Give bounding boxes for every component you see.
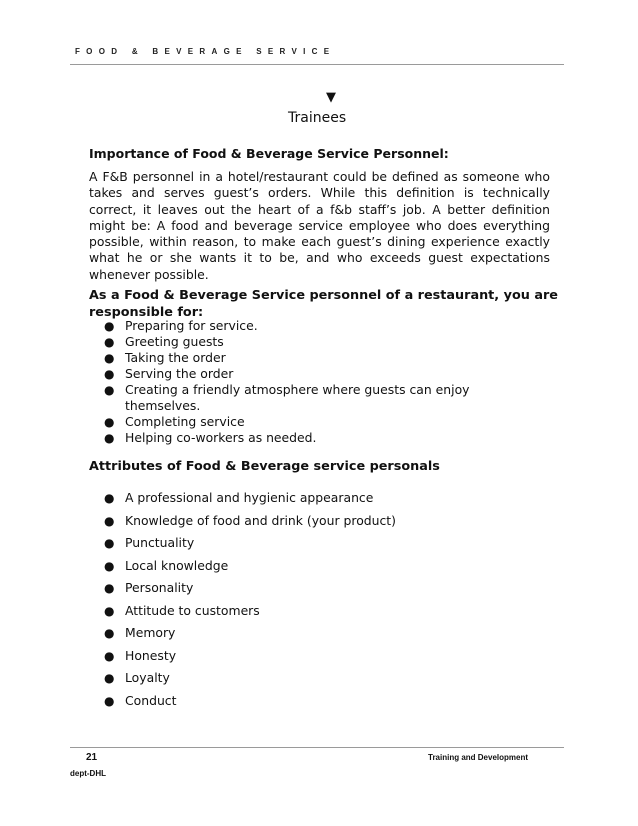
- list-item-text: Attitude to customers: [125, 602, 260, 618]
- list-item-text: Serving the order: [125, 366, 234, 381]
- bullet-icon: ●: [104, 491, 115, 505]
- running-header: FOOD & BEVERAGE SERVICE: [75, 47, 336, 56]
- importance-paragraph: A F&B personnel in a hotel/restaurant could be defined as someone who takes and serves guest’s orders. While this definition is technically correct, it leaves out the heart of a f&b staff’s job. A better definition might be: A food and beverage service employee who does everything possible, within reason, to make each guest’s dining experience exactly what he or she wants it to be, and who exceeds guest expectations whenever possible.: [89, 169, 550, 282]
- list-item: [104, 350, 524, 366]
- list-item-text: Personality: [125, 580, 194, 595]
- bullet-icon: ●: [104, 693, 115, 708]
- bullet-icon: ●: [104, 581, 115, 595]
- page-number: 21: [86, 752, 98, 763]
- bullet-icon: ●: [104, 415, 115, 429]
- bullet-icon: ●: [104, 626, 115, 640]
- list-item: [104, 382, 524, 414]
- page-subtitle: Trainees: [288, 110, 347, 126]
- list-item: [104, 489, 524, 512]
- list-item-text: Punctuality: [125, 535, 195, 550]
- list-item: [104, 430, 524, 446]
- bullet-icon: ●: [104, 383, 115, 397]
- bullet-icon: ●: [104, 558, 115, 573]
- list-item: [104, 579, 524, 602]
- bullet-icon: ●: [104, 648, 115, 663]
- list-item: [104, 557, 524, 580]
- list-item: [104, 669, 524, 692]
- bullet-icon: ●: [104, 367, 115, 381]
- list-item-text: Loyalty: [125, 670, 170, 685]
- list-item-text: Honesty: [125, 647, 177, 663]
- list-item-text: Knowledge of food and drink (your product): [125, 512, 397, 528]
- attributes-list: [104, 489, 524, 714]
- list-item: [104, 366, 524, 382]
- down-triangle-icon: ▼: [326, 90, 336, 105]
- list-item: [104, 534, 524, 557]
- footer-title: Training and Development: [428, 753, 529, 762]
- bullet-icon: ●: [104, 536, 115, 550]
- list-item: [104, 318, 524, 334]
- list-item-text: Conduct: [125, 692, 177, 708]
- bullet-icon: ●: [104, 431, 115, 445]
- bullet-icon: ●: [104, 671, 115, 685]
- list-item-text: Completing service: [125, 414, 245, 429]
- bullet-icon: ●: [104, 351, 115, 365]
- bullet-icon: ●: [104, 513, 115, 528]
- list-item: [104, 512, 524, 535]
- section-heading-responsibilities: As a Food & Beverage Service personnel of a restaurant, you are responsible for:: [89, 288, 558, 320]
- list-item-text: Greeting guests: [125, 334, 224, 349]
- responsibilities-list: [104, 318, 524, 446]
- list-item: [104, 414, 524, 430]
- list-item-text: A professional and hygienic appearance: [125, 490, 374, 505]
- list-item: [104, 624, 524, 647]
- list-item-text: Creating a friendly atmosphere where guests can enjoy themselves.: [125, 382, 470, 413]
- section-heading-importance: Importance of Food & Beverage Service Personnel:: [89, 146, 449, 161]
- list-item-text: Local knowledge: [125, 557, 229, 573]
- list-item-text: Taking the order: [125, 350, 226, 365]
- header-divider: [70, 64, 564, 65]
- bullet-icon: ●: [104, 335, 115, 349]
- list-item: [104, 647, 524, 670]
- list-item-text: Helping co-workers as needed.: [125, 430, 317, 445]
- footer-dept: dept-DHL: [70, 769, 106, 778]
- list-item: [104, 602, 524, 625]
- list-item: [104, 692, 524, 715]
- list-item-text: Preparing for service.: [125, 318, 258, 333]
- bullet-icon: ●: [104, 603, 115, 618]
- list-item-text: Memory: [125, 625, 176, 640]
- section-heading-attributes: Attributes of Food & Beverage service personals: [89, 459, 440, 474]
- list-item: [104, 334, 524, 350]
- footer-divider: [70, 747, 564, 748]
- bullet-icon: ●: [104, 319, 115, 333]
